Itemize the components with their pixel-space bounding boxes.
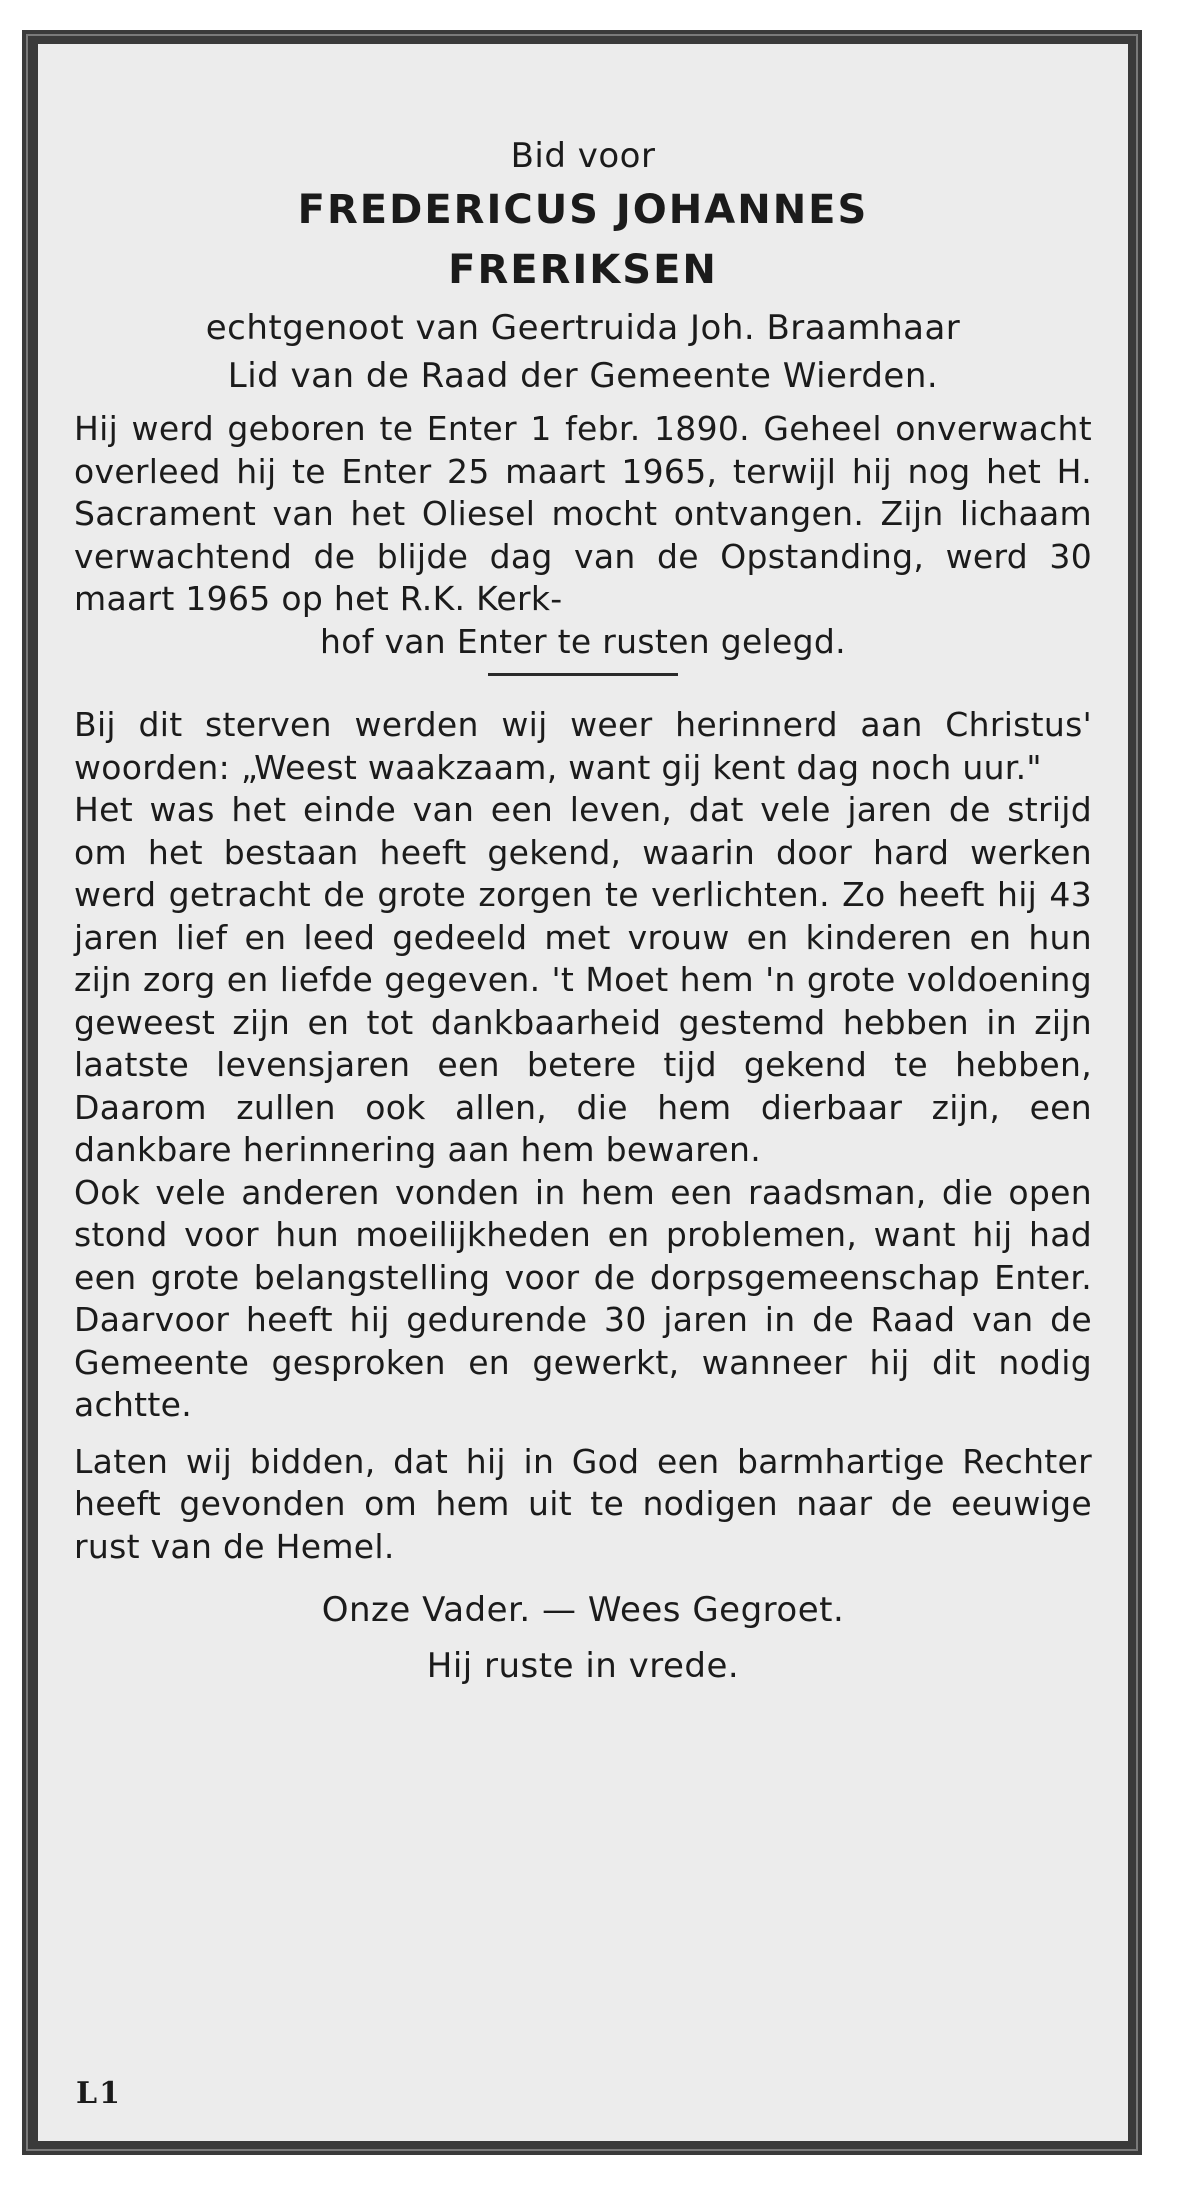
deceased-name-line-2: FRERIKSEN bbox=[448, 247, 718, 293]
community-paragraph: Ook vele anderen vonden in hem een raadsman, die open stond voor hun moeilijkheden en problemen, want hij had een grote belangstelling voor de dorpsgemeenschap Enter. Daarvoor heeft hij gedurende 30 jaren in de Raad van de Gemeente gesproken en gewerkt, wanneer hij dit nodig achtte. bbox=[74, 1172, 1092, 1424]
card-header: Bid voor bbox=[510, 136, 656, 176]
memorial-card-body bbox=[38, 44, 1128, 2141]
closing-rest: Hij ruste in vrede. bbox=[426, 1646, 740, 1686]
life-paragraph: Het was het einde van een leven, dat vele jaren de strijd om het bestaan heeft gekend, waarin door hard werken werd getracht de grote zorgen te verlichten. Zo heeft hij 43 jaren lief en leed gedeeld met vrouw en kinderen en hun zijn zorg en liefde gegeven. 't Moet hem 'n grote voldoening geweest zijn en tot dankbaarheid gestemd hebben in zijn laatste levensjaren een betere tijd gekend te hebben, Daarom zullen ook allen, die hem dierbaar zijn, een dankbare herinnering aan hem bewaren. bbox=[74, 790, 1092, 1169]
bio-block bbox=[74, 408, 1092, 663]
closing-prayers: Onze Vader. — Wees Gegroet. bbox=[321, 1590, 845, 1630]
bio-last-line: hof van Enter te rusten gelegd. bbox=[320, 621, 846, 661]
reflection-paragraph: Bij dit sterven werden wij weer herinnerd aan Christus' woorden: „Weest waakzaam, want gij kent dag noch uur." bbox=[74, 705, 1092, 787]
separator-rule bbox=[488, 673, 678, 676]
deceased-name-line-1: FREDERICUS JOHANNES bbox=[297, 187, 869, 233]
bio-paragraph: Hij werd geboren te Enter 1 febr. 1890. Geheel onverwacht overleed hij te Enter 25 maart 1965, terwijl hij nog het H. Sacrament van het Oliesel mocht ontvangen. Zijn lichaam verwachtend de blijde dag van de Opstanding, werd 30 maart 1965 op het R.K. Kerk- bbox=[74, 409, 1092, 618]
corner-code: L1 bbox=[76, 2076, 122, 2111]
spouse-line: echtgenoot van Geertruida Joh. Braamhaar bbox=[205, 308, 961, 348]
memorial-card bbox=[22, 30, 1142, 2155]
prayer-paragraph: Laten wij bidden, dat hij in God een barmhartige Rechter heeft gevonden om hem uit te nodigen naar de eeuwige rust van de Hemel. bbox=[74, 1441, 1092, 1566]
council-line: Lid van de Raad der Gemeente Wierden. bbox=[227, 356, 939, 396]
